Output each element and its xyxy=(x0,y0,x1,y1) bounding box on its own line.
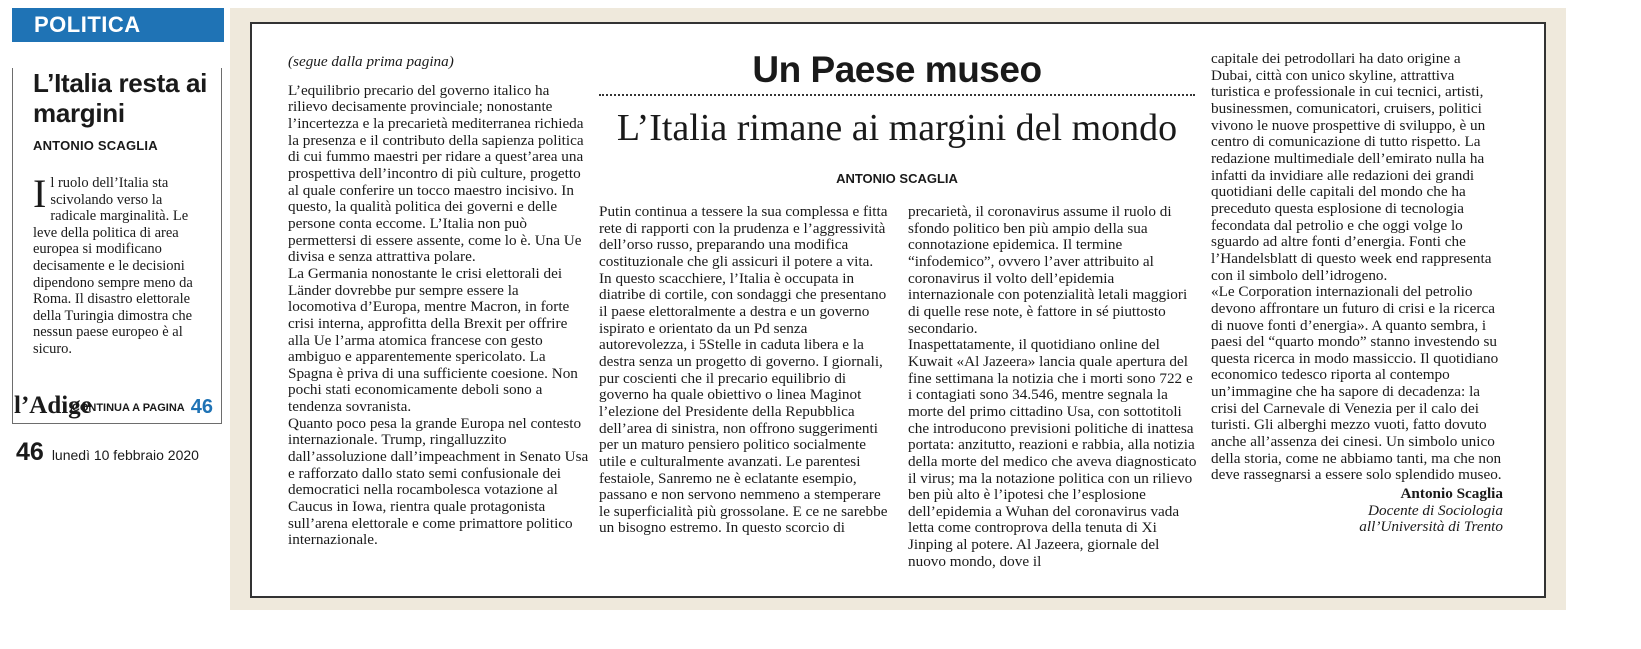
newspaper-name: l’Adige xyxy=(14,392,92,419)
signature-affiliation: all’Università di Trento xyxy=(1359,518,1503,536)
byline: ANTONIO SCAGLIA xyxy=(836,171,958,186)
teaser-text-block xyxy=(33,171,211,358)
drop-cap: I xyxy=(33,171,47,216)
signature-name: Antonio Scaglia xyxy=(1400,485,1503,503)
paragraph: In questo scacchiere, l’Italia è occupata in diatribe di cortile, con sondaggi che presentano il paese elettoralmente a destra e un governo ispirato e orientato da un Pd senza autorevolezza, i 5Stelle in caduta libera e la destra senza un progetto di governo. I giornali, pur coscienti che il precario equilibrio di governo ha quale obiettivo o linea Maginot l’elezione del Presidente della Repubblica dell’area di sinistra, non offrono suggerimenti per un maturo pensiero politico socialmente utile e culturalmente avanzati. Le parentesi festaiole, Sanremo ne è eclatante esempio, passano e non servono nemmeno a stemperare le superficialità più grossolane. E ce ne sarebbe un bisogno estremo. In questo scorcio di xyxy=(599,269,888,537)
section-label: POLITICA xyxy=(12,8,224,42)
paragraph: Inaspettatamente, il quotidiano online del Kuwait «Al Jazeera» lancia quale apertura del fine settimana la notizia che i morti sono 722 e i contagiati sono 34.546, mentre segnala la morte del primo cittadino Usa, con sottotitoli che introducono previsioni politiche di inattesa portata: anzitutto, reazioni e rabbia, alla notizia della morte del medico che aveva diagnosticato il virus; ma la notazione politica con un rilievo ben più alto è l’ipotesi che l’esplosione dell’epidemia a Wuhan del coronavirus vada letta come controprova della tenuta di Xi Jinping al potere. Al Jazeera, giornale del nuovo mondo, dove il xyxy=(908,336,1197,570)
paragraph: La Germania nonostante le crisi elettorali dei Länder dovrebbe pur sempre essere la locomotiva d’Europa, mentre Macron, in forte crisi interna, approfitta della Brexit per offrire alla Ue l’arma atomica francese con gesto ambiguo e apparentemente spericolato. La Spagna è priva di una sufficiente coesione. Non pochi stati economicamente deboli sono a tendenza sovranista. xyxy=(288,264,578,416)
issue-date: lunedì 10 febbraio 2020 xyxy=(51,447,199,463)
paragraph: precarietà, il coronavirus assume il ruolo di sfondo politico ben più ampio della sua connotazione epidemica. Il termine “infodemico”, ovvero l’aver attribuito al coronavirus il volto dell’epidemia internazionale con potenzialità letali maggiori di quelle rese note, è fattore in sé piuttosto secondario. xyxy=(908,203,1188,337)
paragraph: capitale dei petrodollari ha dato origine a Dubai, città con unico skyline, attrattiva turistica e professionale in cui tecnici, artisti, businessmen, comunicatori, cruisers, politici vivono le nuove prospettive di sviluppo, è un centro di comunicazione di tutto rispetto. La redazione multimediale dell’emirato nulla ha infatti da invidiare alle redazioni dei grandi quotidiani delle capitali del mondo che ha preceduto questa esplosione di tecnologia fecondata dal petrolio e che oggi volge lo sguardo ad altre fonti d’energia. Fonti che l’Handelsblatt di questo week end rappresenta con il simbolo dell’idrogeno. xyxy=(1211,50,1492,284)
lead-note: (segue dalla prima pagina) xyxy=(288,53,454,70)
teaser-text: l ruolo dell’Italia sta scivolando verso la radicale marginalità. Le leve della politica di area europea si modificano decisamente e le decisioni dipendono sempre meno da Roma. Il disastro elettorale della Turingia dimostra che nessun paese europeo è al sicuro. xyxy=(33,175,193,357)
continue-label: CONTINUA A PAGINA xyxy=(71,401,185,414)
article-column-3 xyxy=(908,204,1198,570)
teaser-author: ANTONIO SCAGLIA xyxy=(33,138,158,153)
paragraph: L’equilibrio precario del governo italico ha rilievo decisamente provinciale; nonostante l’incertezza e la precarietà mediterranea richieda la presenza e il contributo della sapienza politica di cui fummo maestri per ridare a quest’area una prospettiva dell’incontro di più culture, progetto al quale conferire un tocco maestro incisivo. In questo, la qualità politica dei governi e delle persone conta eccome. L’Italia non può permettersi di essere assente, come lo è. Una Ue divisa e senza attrattiva polare. xyxy=(288,81,584,266)
article-column-1 xyxy=(288,54,590,549)
page-folio xyxy=(16,438,199,467)
teaser-title: L’Italia resta ai margini xyxy=(33,68,208,128)
kicker-title: Un Paese museo xyxy=(752,49,1042,90)
article-frame xyxy=(250,22,1546,598)
page-number: 46 xyxy=(16,438,44,466)
article-column-2 xyxy=(599,204,889,537)
sidebar-teaser xyxy=(12,8,224,424)
paragraph: Putin continua a tessere la sua complessa e fitta rete di rapporti con la prudenza e l’aggressività dell’orso russo, preparando una modifica costituzionale che gli assicuri il potere a vita. xyxy=(599,203,888,270)
headline: L’Italia rimane ai margini del mondo xyxy=(616,107,1178,149)
article-column-4 xyxy=(1211,51,1503,536)
continue-page-number: 46 xyxy=(190,396,213,418)
teaser-box xyxy=(12,68,222,424)
signature-role: Docente di Sociologia xyxy=(1368,501,1503,519)
paragraph: «Le Corporation internazionali del petrolio devono affrontare un futuro di crisi e la ricerca di nuove fonti d’energia». A quanto sembra, i paesi del “quarto mondo” stanno investendo su questa ricerca in modo massiccio. Il quotidiano economico tedesco riporta al contempo un’immagine che ha sapore di decadenza: la crisi del Carnevale di Venezia per il calo dei turisti. Gli alberghi mezzo vuoti, fatto dovuto anche all’assenza dei cinesi. Un simbolo unico della storia, come ne abbiamo tanti, ma che non deve rassegnarsi a essere solo splendido museo. xyxy=(1211,283,1502,484)
dotted-divider xyxy=(599,94,1195,96)
paragraph: Quanto poco pesa la grande Europa nel contesto internazionale. Trump, ringalluzzito dall’assoluzione dall’impeachment in Senato Usa e rafforzato dallo stato semi confusionale dei democratici nella rocambolesca votazione al Caucus in Iowa, rientra quale protagonista sull’arena elettorale e come primattore politico internazionale. xyxy=(288,414,589,549)
signature xyxy=(1211,486,1503,536)
continue-link[interactable] xyxy=(72,396,213,419)
